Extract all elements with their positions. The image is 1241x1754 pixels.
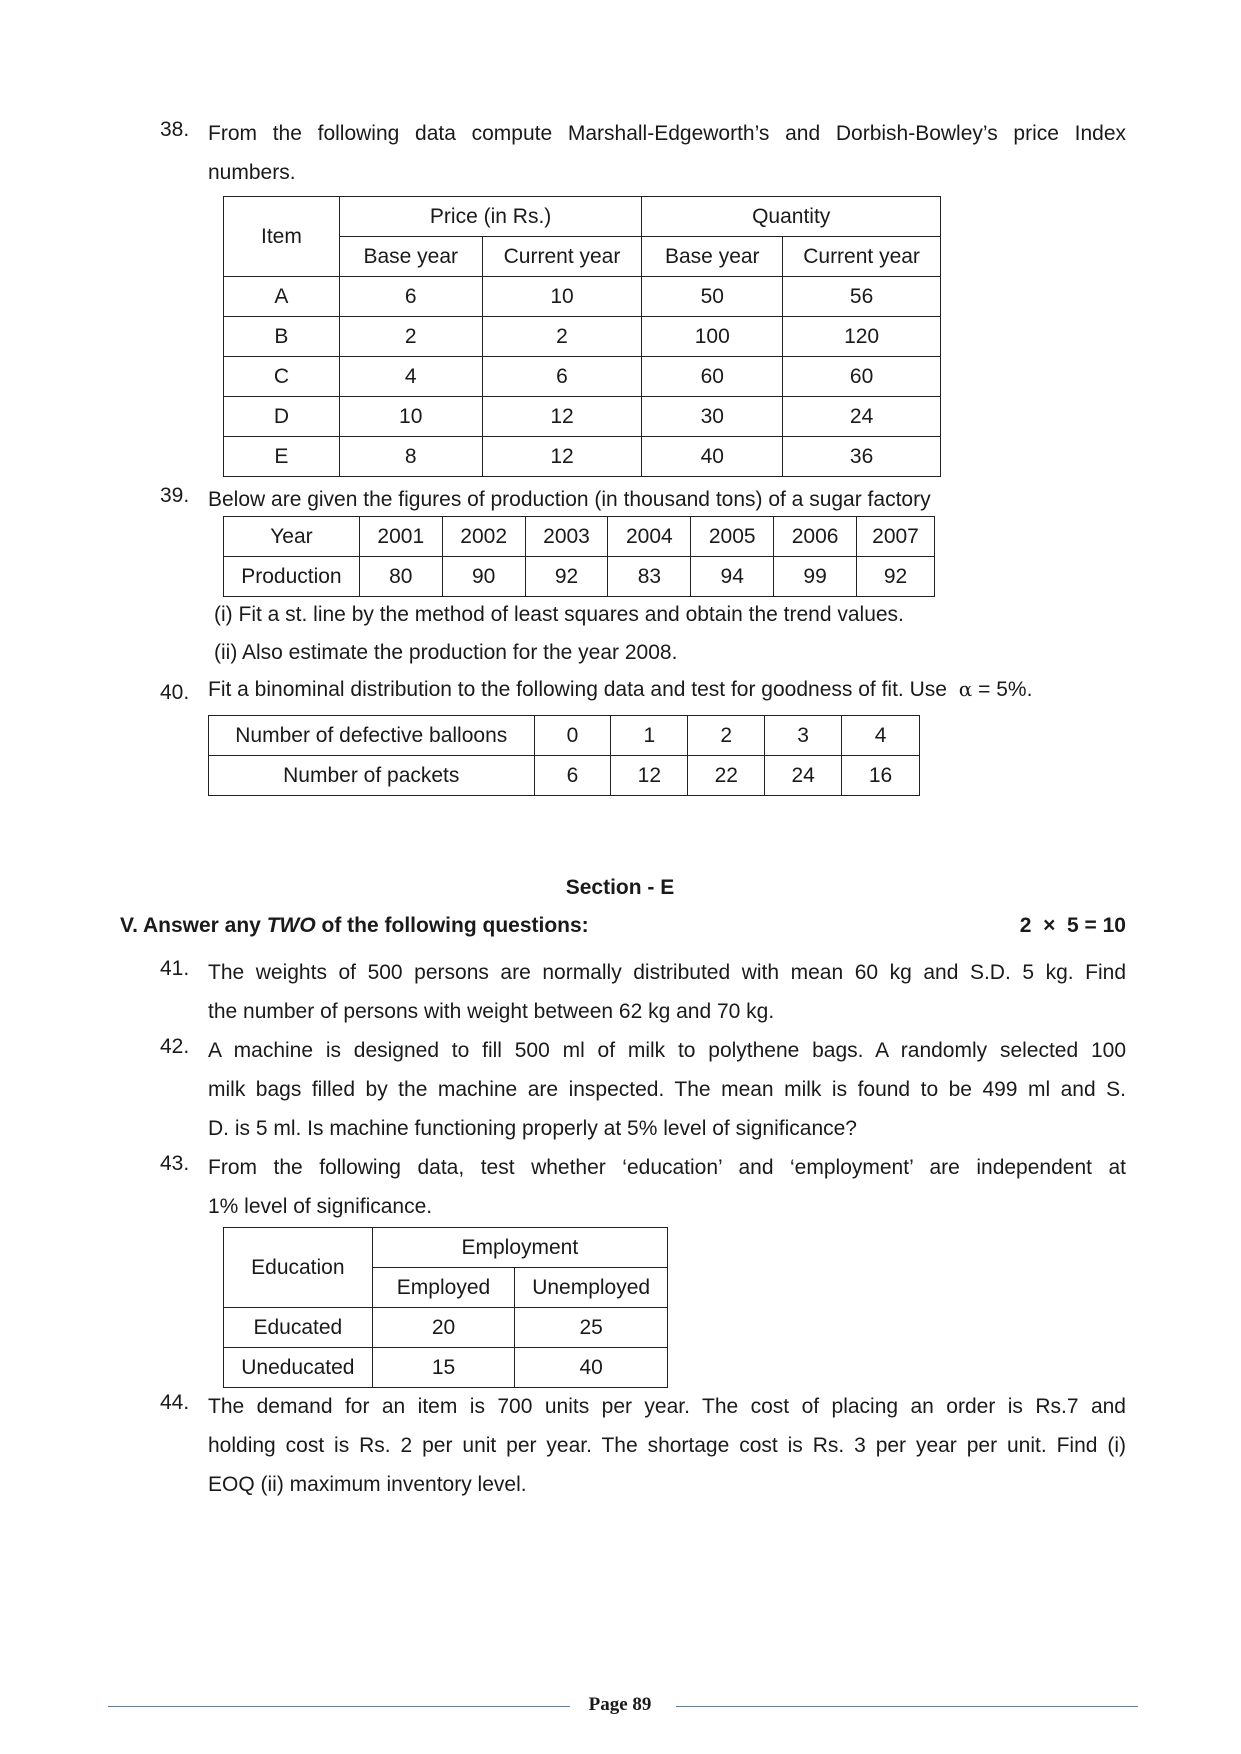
- quantity-header: Quantity: [642, 197, 941, 237]
- table-cell: D: [224, 397, 340, 437]
- q43-text-line2: 1% level of significance.: [208, 1195, 433, 1218]
- item-header: Item: [224, 197, 340, 277]
- table-cell: 12: [611, 756, 688, 796]
- table-cell: 15: [372, 1348, 515, 1388]
- table-cell: 56: [783, 277, 941, 317]
- table-cell: 12: [482, 397, 642, 437]
- q44-text-line2: holding cost is Rs. 2 per unit per year. The shortage cost is Rs. 3 per year per unit. Find (i): [208, 1434, 1126, 1457]
- table-cell: 16: [842, 756, 920, 796]
- table-cell: 8: [339, 437, 482, 477]
- table-cell: 2007: [857, 517, 935, 557]
- price-current-year-header: Current year: [482, 237, 642, 277]
- table-row: [224, 397, 941, 437]
- education-header: Education: [224, 1228, 373, 1308]
- table-cell: 1: [611, 716, 688, 756]
- table-cell: 2: [482, 317, 642, 357]
- table-cell: 2002: [442, 517, 525, 557]
- instruction-suffix: of the following questions:: [321, 914, 589, 937]
- table-cell: 99: [774, 557, 857, 597]
- q44-text-line3: EOQ (ii) maximum inventory level.: [208, 1473, 527, 1496]
- table-cell: 90: [442, 557, 525, 597]
- table-cell: B: [224, 317, 340, 357]
- table-cell: 4: [339, 357, 482, 397]
- table-cell: 2: [339, 317, 482, 357]
- table-cell: 6: [482, 357, 642, 397]
- table-cell: 0: [534, 716, 611, 756]
- table-cell: 2006: [774, 517, 857, 557]
- table-cell: 100: [642, 317, 783, 357]
- table-cell: 2001: [359, 517, 442, 557]
- table-row: [224, 1308, 668, 1348]
- q43-text-line1: From the following data, test whether ‘education’ and ‘employment’ are independent at: [208, 1156, 1126, 1179]
- quantity-base-year-header: Base year: [642, 237, 783, 277]
- table-cell: 92: [857, 557, 935, 597]
- defective-balloons-header: Number of defective balloons: [209, 716, 535, 756]
- q40-balloons-table: [208, 715, 920, 796]
- table-row: [224, 317, 941, 357]
- q44-text-line1: The demand for an item is 700 units per year. The cost of placing an order is Rs.7 and: [208, 1395, 1126, 1418]
- instruction-prefix: V. Answer any: [120, 914, 261, 937]
- table-row: [224, 357, 941, 397]
- table-cell: 2005: [691, 517, 774, 557]
- q41-text-line1: The weights of 500 persons are normally distributed with mean 60 kg and S.D. 5 kg. Find: [208, 961, 1126, 984]
- table-cell: 40: [515, 1348, 668, 1388]
- q39-production-table: [223, 516, 935, 597]
- table-row: [224, 437, 941, 477]
- q40-number: 40.: [160, 681, 190, 704]
- employment-header: Employment: [372, 1228, 667, 1268]
- footer-rule-left: [108, 1706, 570, 1707]
- table-cell: 25: [515, 1308, 668, 1348]
- table-cell: 94: [691, 557, 774, 597]
- price-header: Price (in Rs.): [339, 197, 642, 237]
- table-cell: 4: [842, 716, 920, 756]
- q43-number: 43.: [160, 1152, 190, 1175]
- table-row: [224, 277, 941, 317]
- year-header: Year: [224, 517, 360, 557]
- page-number: Page 89: [588, 1694, 652, 1715]
- table-cell: 30: [642, 397, 783, 437]
- q40-text: [208, 677, 1032, 702]
- table-row: [224, 1348, 668, 1388]
- q38-text-line2: numbers.: [208, 161, 296, 184]
- table-cell: 6: [339, 277, 482, 317]
- table-cell: 60: [642, 357, 783, 397]
- table-cell: 6: [534, 756, 611, 796]
- q39-part2: (ii) Also estimate the production for the year 2008.: [214, 641, 678, 664]
- table-row: [209, 756, 920, 796]
- table-row: [224, 517, 935, 557]
- table-row: [224, 557, 935, 597]
- alpha-symbol: α: [958, 677, 973, 701]
- section-instruction: [120, 914, 589, 938]
- table-cell: 20: [372, 1308, 515, 1348]
- table-cell: 2: [688, 716, 765, 756]
- table-cell: 10: [339, 397, 482, 437]
- section-marks: 2 × 5 = 10: [1019, 914, 1126, 937]
- q39-text: Below are given the figures of production (in thousand tons) of a sugar factory: [208, 488, 931, 511]
- table-cell: 36: [783, 437, 941, 477]
- table-cell: 3: [765, 716, 842, 756]
- table-cell: Educated: [224, 1308, 373, 1348]
- q39-number: 39.: [160, 484, 190, 507]
- table-cell: 120: [783, 317, 941, 357]
- q43-education-employment-table: [223, 1227, 668, 1388]
- table-cell: 2003: [525, 517, 608, 557]
- table-cell: 83: [608, 557, 691, 597]
- table-cell: A: [224, 277, 340, 317]
- employed-header: Employed: [372, 1268, 515, 1308]
- price-base-year-header: Base year: [339, 237, 482, 277]
- q42-text-line3: D. is 5 ml. Is machine functioning properly at 5% level of significance?: [208, 1117, 857, 1140]
- table-cell: C: [224, 357, 340, 397]
- table-cell: Uneducated: [224, 1348, 373, 1388]
- q38-number: 38.: [160, 118, 190, 141]
- q40-text-after: = 5%.: [978, 678, 1033, 701]
- quantity-current-year-header: Current year: [783, 237, 941, 277]
- q41-number: 41.: [160, 957, 190, 980]
- section-title: Section - E: [565, 876, 675, 899]
- table-cell: 24: [783, 397, 941, 437]
- q38-text-line1: From the following data compute Marshall-Edgeworth’s and Dorbish-Bowley’s price Index: [208, 122, 1126, 145]
- table-cell: 22: [688, 756, 765, 796]
- packets-header: Number of packets: [209, 756, 535, 796]
- production-header: Production: [224, 557, 360, 597]
- table-cell: 2004: [608, 517, 691, 557]
- table-cell: 10: [482, 277, 642, 317]
- table-cell: 12: [482, 437, 642, 477]
- unemployed-header: Unemployed: [515, 1268, 668, 1308]
- table-cell: 40: [642, 437, 783, 477]
- table-row: [209, 716, 920, 756]
- q38-price-quantity-table: [223, 196, 941, 477]
- instruction-emphasis: TWO: [266, 914, 316, 937]
- q42-text-line2: milk bags filled by the machine are inspected. The mean milk is found to be 499 ml and S.: [208, 1078, 1126, 1101]
- table-cell: 80: [359, 557, 442, 597]
- q40-text-before: Fit a binominal distribution to the following data and test for goodness of fit. Use: [208, 678, 947, 701]
- table-cell: 60: [783, 357, 941, 397]
- table-cell: 92: [525, 557, 608, 597]
- footer-rule-right: [676, 1706, 1138, 1707]
- table-cell: E: [224, 437, 340, 477]
- table-cell: 50: [642, 277, 783, 317]
- q42-text-line1: A machine is designed to fill 500 ml of milk to polythene bags. A randomly selected 100: [208, 1039, 1126, 1062]
- table-cell: 24: [765, 756, 842, 796]
- q42-number: 42.: [160, 1035, 190, 1058]
- q41-text-line2: the number of persons with weight between 62 kg and 70 kg.: [208, 1000, 775, 1023]
- q39-part1: (i) Fit a st. line by the method of least squares and obtain the trend values.: [214, 603, 904, 626]
- q44-number: 44.: [160, 1391, 190, 1414]
